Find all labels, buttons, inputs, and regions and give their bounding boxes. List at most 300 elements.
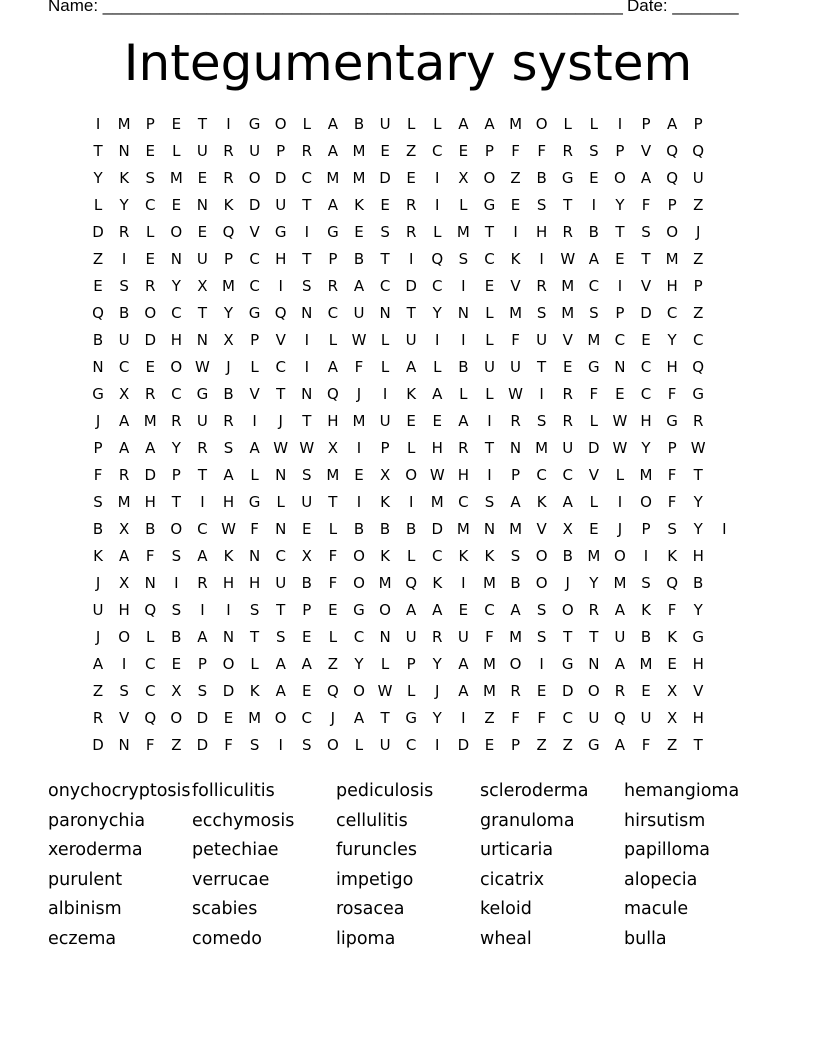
grid-letter[interactable]: H (248, 574, 261, 592)
grid-letter[interactable]: H (457, 466, 469, 484)
grid-letter[interactable]: M (509, 115, 523, 133)
grid-letter[interactable]: V (640, 142, 652, 160)
grid-letter[interactable]: T (93, 142, 103, 160)
grid-letter[interactable]: W (299, 439, 315, 457)
grid-letter[interactable]: D (248, 196, 261, 214)
grid-letter[interactable]: X (197, 277, 208, 295)
grid-letter[interactable]: Y (171, 439, 181, 457)
grid-letter[interactable]: H (144, 493, 156, 511)
grid-letter[interactable]: I (539, 250, 544, 268)
grid-letter[interactable]: A (327, 196, 339, 214)
grid-letter[interactable]: I (408, 250, 414, 268)
grid-letter[interactable]: A (510, 493, 521, 511)
grid-letter[interactable]: F (485, 628, 494, 646)
grid-letter[interactable]: E (562, 358, 573, 376)
grid-letter[interactable]: D (640, 304, 652, 322)
grid-letter[interactable]: H (536, 223, 548, 241)
grid-letter[interactable]: E (328, 601, 338, 619)
grid-letter[interactable]: S (119, 682, 129, 700)
grid-letter[interactable]: L (380, 331, 390, 349)
grid-letter[interactable]: C (562, 709, 573, 727)
grid-letter[interactable]: B (92, 520, 104, 538)
grid-letter[interactable]: P (380, 439, 390, 457)
grid-letter[interactable]: H (222, 574, 235, 592)
grid-letter[interactable]: W (508, 385, 523, 403)
grid-letter[interactable]: A (119, 547, 130, 565)
grid-letter[interactable]: P (171, 466, 181, 484)
grid-letter[interactable]: C (197, 520, 208, 538)
grid-letter[interactable]: Y (693, 493, 703, 511)
grid-letter[interactable]: T (380, 709, 390, 727)
grid-letter[interactable]: N (509, 439, 522, 457)
grid-letter[interactable]: M (482, 574, 496, 592)
grid-letter[interactable]: C (249, 250, 260, 268)
grid-letter[interactable]: A (614, 736, 626, 754)
grid-letter[interactable]: U (118, 331, 130, 349)
grid-letter[interactable]: V (249, 223, 260, 241)
grid-letter[interactable]: X (301, 547, 312, 565)
grid-letter[interactable]: K (432, 574, 443, 592)
grid-letter[interactable]: A (640, 169, 652, 187)
grid-letter[interactable]: I (643, 547, 649, 565)
grid-letter[interactable]: Y (667, 331, 677, 349)
grid-letter[interactable]: M (248, 709, 262, 727)
grid-letter[interactable]: N (248, 547, 261, 565)
grid-letter[interactable]: C (144, 655, 156, 673)
grid-letter[interactable]: B (640, 628, 652, 646)
grid-letter[interactable]: R (536, 277, 547, 295)
grid-letter[interactable]: E (615, 250, 625, 268)
grid-letter[interactable]: C (640, 358, 652, 376)
grid-letter[interactable]: O (535, 547, 548, 565)
grid-letter[interactable]: F (328, 547, 338, 565)
grid-letter[interactable]: L (302, 115, 311, 133)
grid-letter[interactable]: C (171, 385, 182, 403)
grid-letter[interactable]: K (510, 250, 521, 268)
grid-letter[interactable]: G (248, 115, 261, 133)
grid-letter[interactable]: K (119, 169, 130, 187)
grid-letter[interactable]: P (223, 250, 234, 268)
grid-letter[interactable]: I (278, 277, 283, 295)
grid-letter[interactable]: Y (119, 196, 129, 214)
grid-letter[interactable]: A (327, 142, 339, 160)
grid-letter[interactable]: Z (510, 169, 521, 187)
grid-letter[interactable]: M (456, 223, 470, 241)
grid-letter[interactable]: F (667, 466, 677, 484)
grid-letter[interactable]: Q (92, 304, 104, 322)
grid-letter[interactable]: Q (431, 250, 444, 268)
grid-letter[interactable]: X (666, 682, 678, 700)
grid-letter[interactable]: E (380, 142, 390, 160)
grid-letter[interactable]: X (379, 466, 391, 484)
grid-letter[interactable]: A (666, 115, 678, 133)
grid-letter[interactable]: P (667, 439, 677, 457)
grid-letter[interactable]: C (614, 331, 626, 349)
grid-letter[interactable]: V (536, 520, 547, 538)
grid-letter[interactable]: E (171, 196, 182, 214)
grid-letter[interactable]: D (274, 169, 287, 187)
grid-letter[interactable]: T (276, 385, 286, 403)
grid-letter[interactable]: Q (666, 574, 679, 592)
grid-letter[interactable]: A (275, 682, 286, 700)
grid-letter[interactable]: O (405, 466, 418, 484)
grid-letter[interactable]: F (145, 736, 155, 754)
grid-letter[interactable]: K (249, 682, 260, 700)
grid-letter[interactable]: A (588, 250, 599, 268)
grid-letter[interactable]: I (200, 493, 205, 511)
grid-letter[interactable]: K (380, 547, 390, 565)
grid-letter[interactable]: T (615, 223, 625, 241)
grid-letter[interactable]: P (145, 115, 155, 133)
grid-letter[interactable]: R (327, 277, 339, 295)
grid-letter[interactable]: G (588, 736, 600, 754)
grid-letter[interactable]: G (353, 601, 365, 619)
grid-letter[interactable]: C (379, 277, 391, 295)
grid-letter[interactable]: L (589, 115, 598, 133)
grid-letter[interactable]: Z (693, 250, 704, 268)
grid-letter[interactable]: C (432, 142, 443, 160)
grid-letter[interactable]: B (353, 520, 365, 538)
grid-letter[interactable]: W (612, 439, 628, 457)
grid-letter[interactable]: H (170, 331, 182, 349)
grid-letter[interactable]: F (667, 385, 677, 403)
grid-letter[interactable]: S (171, 601, 182, 619)
grid-letter[interactable]: U (588, 709, 600, 727)
grid-letter[interactable]: U (483, 358, 495, 376)
grid-letter[interactable]: U (379, 115, 391, 133)
grid-letter[interactable]: M (639, 466, 653, 484)
grid-letter[interactable]: F (354, 358, 364, 376)
grid-letter[interactable]: N (379, 304, 391, 322)
grid-letter[interactable]: O (170, 520, 183, 538)
grid-letter[interactable]: T (302, 196, 312, 214)
grid-letter[interactable]: I (226, 601, 231, 619)
grid-letter[interactable]: D (92, 223, 104, 241)
grid-letter[interactable]: A (249, 439, 260, 457)
grid-letter[interactable]: S (589, 304, 599, 322)
grid-letter[interactable]: L (354, 736, 364, 754)
grid-letter[interactable]: G (666, 412, 678, 430)
grid-letter[interactable]: Q (666, 169, 679, 187)
grid-letter[interactable]: H (431, 439, 443, 457)
grid-letter[interactable]: L (380, 358, 390, 376)
grid-letter[interactable]: X (562, 520, 573, 538)
grid-letter[interactable]: P (615, 142, 625, 160)
grid-letter[interactable]: M (326, 169, 340, 187)
grid-letter[interactable]: E (536, 682, 547, 700)
grid-letter[interactable]: J (695, 223, 701, 241)
grid-letter[interactable]: R (145, 277, 156, 295)
grid-letter[interactable]: T (693, 466, 703, 484)
grid-letter[interactable]: P (693, 115, 703, 133)
grid-letter[interactable]: R (197, 574, 208, 592)
grid-letter[interactable]: I (95, 115, 101, 133)
grid-letter[interactable]: S (119, 277, 129, 295)
grid-letter[interactable]: L (406, 682, 416, 700)
grid-letter[interactable]: A (327, 358, 339, 376)
grid-letter[interactable]: D (222, 682, 235, 700)
grid-letter[interactable]: J (356, 385, 362, 403)
grid-letter[interactable]: G (92, 385, 104, 403)
grid-letter[interactable]: E (93, 277, 103, 295)
grid-letter[interactable]: M (430, 493, 444, 511)
grid-letter[interactable]: E (458, 601, 469, 619)
grid-letter[interactable]: C (171, 304, 182, 322)
grid-letter[interactable]: U (196, 412, 208, 430)
grid-letter[interactable]: A (484, 115, 495, 133)
grid-letter[interactable]: H (327, 412, 339, 430)
grid-letter[interactable]: F (641, 736, 651, 754)
grid-letter[interactable]: A (406, 601, 417, 619)
grid-letter[interactable]: I (356, 439, 362, 457)
grid-letter[interactable]: U (457, 628, 469, 646)
grid-letter[interactable]: C (588, 277, 600, 295)
grid-letter[interactable]: L (589, 493, 598, 511)
grid-letter[interactable]: G (327, 223, 339, 241)
grid-letter[interactable]: N (275, 520, 287, 538)
grid-letter[interactable]: U (353, 304, 365, 322)
grid-letter[interactable]: L (589, 412, 598, 430)
grid-letter[interactable]: C (458, 493, 469, 511)
grid-letter[interactable]: L (406, 115, 416, 133)
grid-letter[interactable]: L (459, 196, 468, 214)
grid-letter[interactable]: N (379, 628, 391, 646)
grid-letter[interactable]: M (665, 250, 679, 268)
grid-letter[interactable]: M (613, 574, 627, 592)
grid-letter[interactable]: A (119, 412, 130, 430)
grid-letter[interactable]: Z (562, 736, 573, 754)
grid-letter[interactable]: C (118, 358, 130, 376)
grid-letter[interactable]: T (693, 736, 703, 754)
grid-letter[interactable]: O (614, 169, 626, 187)
grid-letter[interactable]: I (174, 574, 179, 592)
grid-letter[interactable]: F (641, 196, 651, 214)
grid-letter[interactable]: E (171, 115, 182, 133)
grid-letter[interactable]: D (196, 736, 209, 754)
grid-letter[interactable]: K (484, 547, 495, 565)
grid-letter[interactable]: O (353, 682, 365, 700)
grid-letter[interactable]: A (92, 655, 104, 673)
grid-letter[interactable]: Y (615, 196, 625, 214)
grid-letter[interactable]: D (196, 709, 209, 727)
grid-letter[interactable]: W (690, 439, 706, 457)
grid-letter[interactable]: W (429, 466, 445, 484)
grid-letter[interactable]: Q (614, 709, 626, 727)
grid-letter[interactable]: N (118, 736, 130, 754)
grid-letter[interactable]: A (614, 655, 626, 673)
grid-letter[interactable]: X (223, 331, 234, 349)
grid-letter[interactable]: S (380, 223, 390, 241)
grid-letter[interactable]: O (535, 115, 548, 133)
grid-letter[interactable]: I (487, 466, 492, 484)
grid-letter[interactable]: V (510, 277, 521, 295)
grid-letter[interactable]: Z (666, 736, 678, 754)
grid-letter[interactable]: G (561, 655, 574, 673)
grid-letter[interactable]: I (408, 493, 414, 511)
grid-letter[interactable]: M (561, 304, 575, 322)
grid-letter[interactable]: R (432, 628, 443, 646)
grid-letter[interactable]: E (589, 169, 599, 187)
grid-letter[interactable]: M (456, 520, 470, 538)
grid-letter[interactable]: F (93, 466, 103, 484)
grid-letter[interactable]: Y (223, 304, 234, 322)
grid-letter[interactable]: N (301, 385, 313, 403)
grid-letter[interactable]: U (405, 628, 417, 646)
grid-letter[interactable]: I (461, 331, 466, 349)
grid-letter[interactable]: D (588, 439, 600, 457)
grid-letter[interactable]: F (145, 547, 155, 565)
grid-letter[interactable]: Q (692, 358, 705, 376)
grid-letter[interactable]: Z (171, 736, 182, 754)
grid-letter[interactable]: B (223, 385, 234, 403)
grid-letter[interactable]: T (641, 250, 651, 268)
grid-letter[interactable]: M (482, 682, 496, 700)
grid-letter[interactable]: M (482, 655, 496, 673)
grid-letter[interactable]: A (562, 493, 573, 511)
grid-letter[interactable]: F (224, 736, 233, 754)
grid-letter[interactable]: E (197, 169, 208, 187)
grid-letter[interactable]: D (561, 682, 574, 700)
grid-letter[interactable]: R (92, 709, 104, 727)
grid-letter[interactable]: Y (641, 439, 651, 457)
grid-letter[interactable]: M (352, 412, 366, 430)
grid-letter[interactable]: T (380, 250, 390, 268)
grid-letter[interactable]: B (353, 250, 365, 268)
grid-letter[interactable]: T (406, 304, 416, 322)
grid-letter[interactable]: A (458, 412, 469, 430)
grid-letter[interactable]: X (666, 709, 678, 727)
grid-letter[interactable]: L (406, 547, 416, 565)
grid-letter[interactable]: L (93, 196, 103, 214)
grid-letter[interactable]: I (304, 223, 310, 241)
grid-letter[interactable]: R (118, 466, 130, 484)
grid-letter[interactable]: Y (589, 574, 599, 592)
grid-letter[interactable]: O (614, 547, 626, 565)
grid-letter[interactable]: U (379, 412, 391, 430)
grid-letter[interactable]: U (92, 601, 104, 619)
grid-letter[interactable]: C (327, 304, 339, 322)
grid-letter[interactable]: R (614, 682, 626, 700)
grid-letter[interactable]: R (510, 682, 521, 700)
grid-letter[interactable]: U (640, 709, 652, 727)
grid-letter[interactable]: Y (693, 601, 703, 619)
grid-letter[interactable]: R (692, 412, 704, 430)
grid-letter[interactable]: M (639, 655, 653, 673)
grid-letter[interactable]: G (561, 169, 574, 187)
grid-letter[interactable]: B (693, 574, 704, 592)
grid-letter[interactable]: U (536, 331, 548, 349)
grid-letter[interactable]: A (119, 439, 130, 457)
grid-letter[interactable]: S (249, 736, 260, 754)
grid-letter[interactable]: U (405, 331, 417, 349)
grid-letter[interactable]: T (563, 628, 573, 646)
grid-letter[interactable]: N (92, 358, 104, 376)
grid-letter[interactable]: Q (144, 709, 157, 727)
grid-letter[interactable]: L (406, 439, 416, 457)
grid-letter[interactable]: S (667, 520, 677, 538)
grid-letter[interactable]: X (119, 574, 130, 592)
grid-letter[interactable]: D (92, 736, 104, 754)
grid-letter[interactable]: B (379, 520, 391, 538)
grid-letter[interactable]: F (511, 142, 520, 160)
grid-letter[interactable]: G (692, 628, 705, 646)
grid-letter[interactable]: R (562, 223, 573, 241)
grid-letter[interactable]: F (328, 574, 338, 592)
grid-letter[interactable]: P (197, 655, 207, 673)
grid-letter[interactable]: D (457, 736, 470, 754)
grid-letter[interactable]: O (222, 655, 235, 673)
grid-letter[interactable]: I (617, 277, 623, 295)
grid-letter[interactable]: K (641, 601, 651, 619)
grid-letter[interactable]: F (667, 493, 677, 511)
grid-letter[interactable]: K (223, 196, 234, 214)
grid-letter[interactable]: Y (354, 655, 364, 673)
grid-letter[interactable]: A (197, 628, 208, 646)
grid-letter[interactable]: Z (693, 304, 704, 322)
grid-letter[interactable]: K (667, 547, 678, 565)
grid-letter[interactable]: S (223, 439, 234, 457)
grid-letter[interactable]: I (252, 412, 257, 430)
grid-letter[interactable]: L (146, 223, 155, 241)
grid-letter[interactable]: S (536, 601, 547, 619)
grid-letter[interactable]: O (353, 574, 365, 592)
grid-letter[interactable]: S (302, 466, 312, 484)
grid-letter[interactable]: A (432, 601, 443, 619)
grid-letter[interactable]: E (406, 169, 416, 187)
grid-letter[interactable]: S (536, 304, 547, 322)
grid-letter[interactable]: M (169, 169, 183, 187)
grid-letter[interactable]: U (275, 574, 287, 592)
grid-letter[interactable]: E (484, 277, 495, 295)
grid-letter[interactable]: T (302, 250, 312, 268)
grid-letter[interactable]: P (250, 331, 260, 349)
grid-letter[interactable]: P (328, 250, 338, 268)
grid-letter[interactable]: P (484, 142, 494, 160)
grid-letter[interactable]: N (170, 250, 182, 268)
grid-letter[interactable]: U (249, 142, 261, 160)
grid-letter[interactable]: S (536, 196, 547, 214)
grid-letter[interactable]: A (327, 115, 339, 133)
grid-letter[interactable]: R (223, 169, 234, 187)
grid-letter[interactable]: S (484, 493, 495, 511)
grid-letter[interactable]: X (171, 682, 182, 700)
grid-letter[interactable]: Q (692, 142, 705, 160)
grid-letter[interactable]: F (511, 709, 520, 727)
grid-letter[interactable]: S (641, 223, 651, 241)
grid-letter[interactable]: L (250, 655, 259, 673)
grid-letter[interactable]: R (405, 223, 417, 241)
grid-letter[interactable]: E (145, 250, 155, 268)
grid-letter[interactable]: Z (406, 142, 417, 160)
grid-letter[interactable]: B (588, 223, 599, 241)
grid-letter[interactable]: M (117, 493, 131, 511)
grid-letter[interactable]: L (563, 115, 572, 133)
grid-letter[interactable]: L (485, 304, 494, 322)
grid-letter[interactable]: T (276, 601, 286, 619)
grid-letter[interactable]: R (562, 385, 573, 403)
grid-letter[interactable]: I (435, 196, 440, 214)
grid-letter[interactable]: Z (536, 736, 547, 754)
grid-letter[interactable]: X (327, 439, 339, 457)
grid-letter[interactable]: K (458, 547, 469, 565)
grid-letter[interactable]: H (640, 412, 652, 430)
grid-letter[interactable]: U (275, 196, 287, 214)
grid-letter[interactable]: X (119, 520, 130, 538)
grid-letter[interactable]: C (562, 466, 573, 484)
grid-letter[interactable]: F (667, 601, 677, 619)
grid-letter[interactable]: L (250, 358, 259, 376)
grid-letter[interactable]: C (144, 682, 156, 700)
